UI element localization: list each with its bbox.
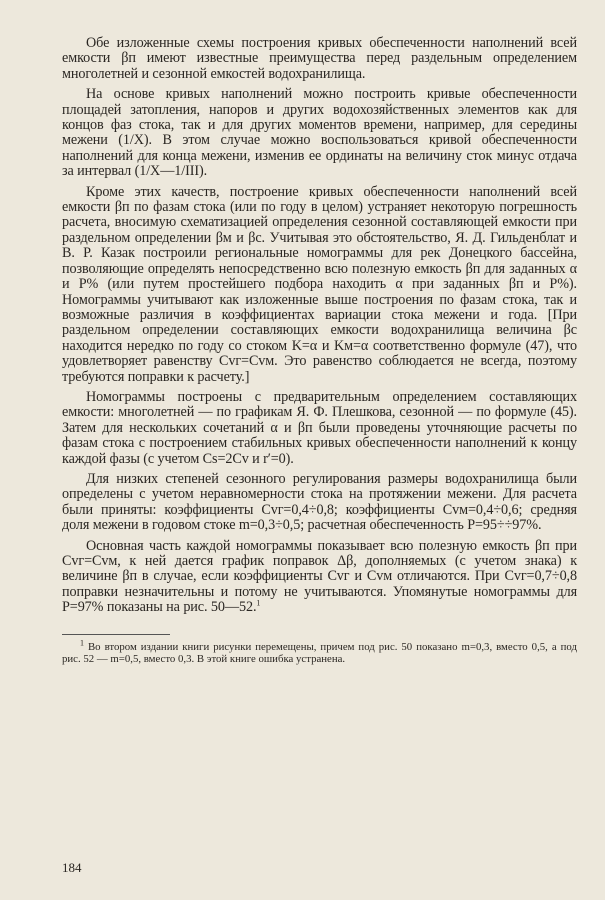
footnote-divider: [62, 634, 170, 635]
paragraph-6: [62, 539, 577, 616]
paragraph-6-text: Основная часть каждой номограммы показывает всю полезную емкость βп при Cvг=Cvм, к ней дается график поправок Δβ, дополняемых (с учетом знака) к величине βп в случае, если коэффициенты Cvг и Cvм отличаются. При Cvг=0,7÷0,8 поправки незначительны и потому не учитываются. Упомянутые номограммы для P=97% показаны на рис. 50—52.: [62, 537, 577, 616]
paragraph-4: Номограммы построены с предварительным определением составляющих емкости: многолетней — по графикам Я. Ф. Плешкова, сезонной — по формуле (45). Затем для нескольких сочетаний α и βп были проведены уточняющие расчеты по фазам стока с построением стабильных кривых обеспеченности наполнений к концу каждой фазы (с учетом Cs=2Cv и r′=0).: [62, 388, 577, 467]
footnote: [62, 638, 577, 666]
paragraph-1: Обе изложенные схемы построения кривых обеспеченности наполнений всей емкости βп имеют известные преимущества перед раздельным определением многолетней и сезонной емкостей водохранилища.: [62, 35, 577, 82]
body-text: [62, 36, 577, 616]
footnote-marker: 1: [80, 638, 84, 648]
paragraph-3: Кроме этих качеств, построение кривых обеспеченности наполнений всей емкости βп по фазам стока (или по году в целом) устраняет некоторую погрешность расчета, вносимую схематизацией определения сезонной составляющей емкости при раздельном определении βм и βс. Учитывая это обстоятельство, Я. Д. Гильденблат и В. Р. Казак построили региональные номограммы для рек Донецкого бассейна, позволяющие определять непосредственно всю полезную емкость βп для заданных α и P% (или путем простейшего подбора находить α при заданных βп и P%). Номограммы учитывают как изложенные выше построения по фазам стока, так и возможные различия в коэффициентах вариации стока межени и года. [При раздельном определении составляющих емкости водохранилища величина βс находится нередко по году со стоком K=α и Kм=α соответственно формуле (47), что удовлетворяет равенству Cvг=Cvм. Это равенство соблюдается не всегда, поэтому требуются поправки к расчету.]: [62, 183, 577, 385]
footnote-text: Во втором издании книги рисунки перемещены, причем под рис. 50 показано m=0,3, вместо 0,5, а под рис. 52 — m=0,5, вместо 0,3. В этой книге ошибка устранена.: [62, 640, 577, 666]
paragraph-5: Для низких степеней сезонного регулирования размеры водохранилища были определены с учетом неравномерности стока на протяжении межени. Для расчета были приняты: коэффициенты Cvг=0,4÷0,8; коэффициенты Cvм=0,4÷0,6; средняя доля межени в годовом стоке m=0,3÷0,5; расчетная обеспеченность P=95÷÷97%.: [62, 470, 577, 534]
paragraph-2: На основе кривых наполнений можно построить кривые обеспеченности площадей затопления, напоров и других водохозяйственных элементов как для концов фаз стока, так и для других моментов времени, например, для середины межени (1/X). В этом случае можно воспользоваться кривой обеспеченности наполнений для конца межени, изменив ее ординаты на величину сток минус отдача за интервал (1/X—1/III).: [62, 86, 577, 180]
page-number: 184: [62, 860, 82, 875]
footnote-reference: 1: [256, 598, 261, 608]
